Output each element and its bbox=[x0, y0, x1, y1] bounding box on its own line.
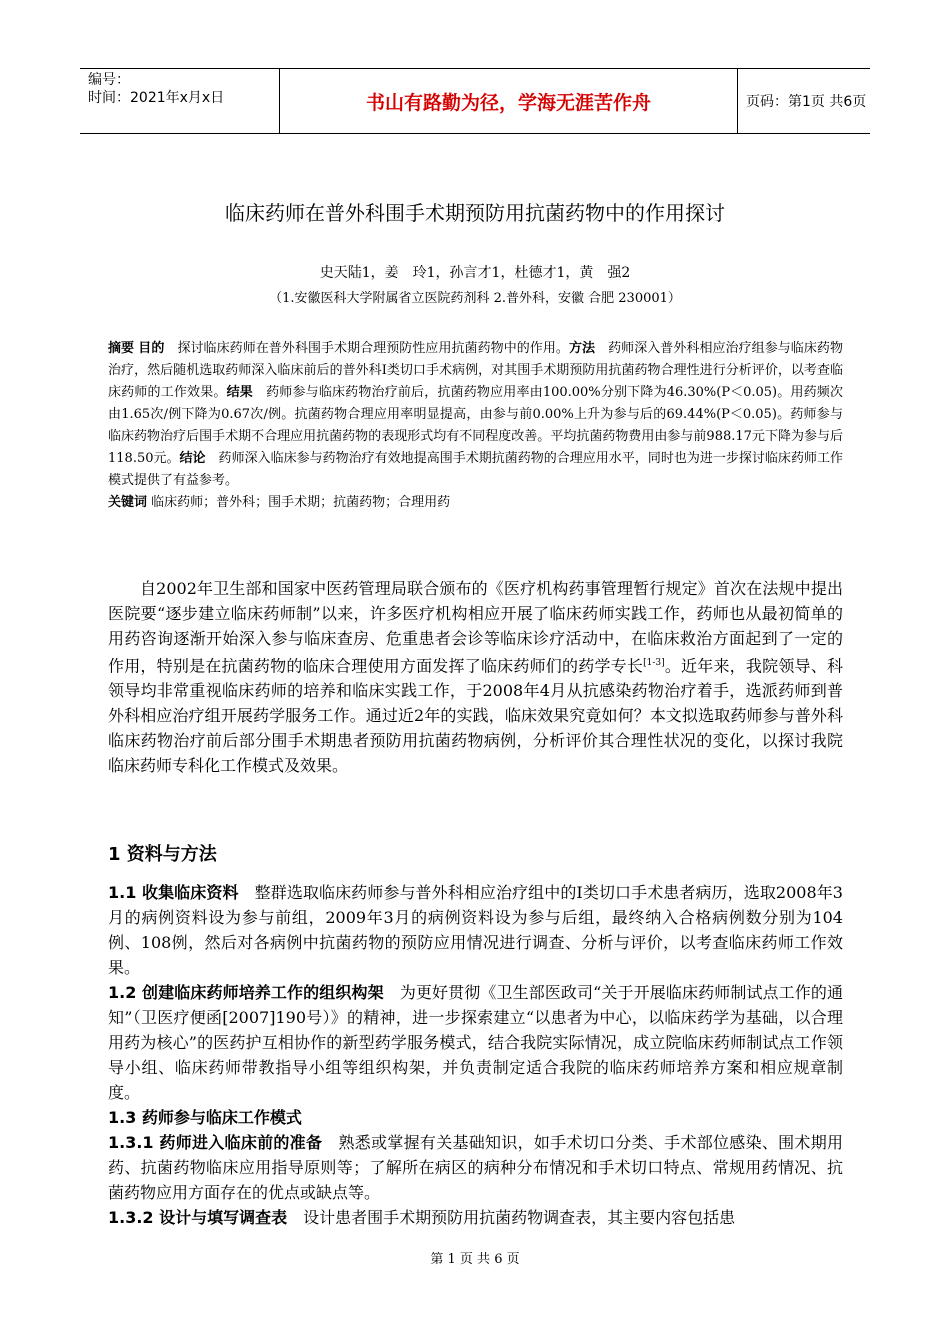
method-label: 方法 bbox=[568, 341, 596, 356]
subsection-1-3-2-title: 1.3.2 设计与填写调查表 bbox=[108, 1208, 288, 1227]
subsection-1-3 bbox=[108, 1105, 843, 1130]
introduction bbox=[108, 576, 843, 778]
method-text: 药师深入普外科相应治疗组参与临床药物治疗，然后随机选取药师深入临床前后的普外科Ⅰ类切口手术病例，对其围手术期预防用抗菌药物合理性进行分析评价，以考查临床药师的工作效果。 bbox=[108, 341, 843, 400]
intro-paragraph bbox=[108, 576, 843, 778]
header-motto: 书山有路勤为径，学海无涯苦作舟 bbox=[280, 69, 738, 133]
subsection-1-1-text: 整群选取临床药师参与普外科相应治疗组中的Ⅰ类切口手术患者病历，选取2008年3月的病例资料设为参与前组，2009年3月的病例资料设为参与后组，最终纳入合格病例数分别为104例、108例，然后对各病例中抗菌药物的预防应用情况进行调查、分析与评价，以考查临床药师工作效果。 bbox=[108, 883, 843, 977]
intro-text-2: 。近年来，我院领导、科领导均非常重视临床药师的培养和临床实践工作，于2008年4月从抗感染药物治疗着手，选派药师到普外科相应治疗组开展药学服务工作。通过近2年的实践，临床效果究竟如何？本文拟选取药师参与普外科临床药物治疗前后部分围手术期患者预防用抗菌药物病例，分析评价其合理性状况的变化，以探讨我院临床药师专科化工作模式及效果。 bbox=[108, 656, 843, 776]
result-label: 结果 bbox=[226, 385, 253, 400]
conclusion-text: 药师深入临床参与药物治疗有效地提高围手术期抗菌药物的合理应用水平，同时也为进一步探讨临床药师工作模式提供了有益参考。 bbox=[108, 451, 843, 488]
objective-label: 目的 bbox=[138, 341, 165, 356]
result-text: 药师参与临床药物治疗前后，抗菌药物应用率由100.00%分别下降为46.30%(P＜0.05)。用药频次由1.65次/例下降为0.67次/例。抗菌药物合理应用率明显提高，由参与前0.00%上升为参与后的69.44%(P＜0.05)。药师参与临床药物治疗后围手术期不合理应用抗菌药物的表现形式均有不同程度改善。平均抗菌药物费用由参与前988.17元下降为参与后118.50元。 bbox=[108, 385, 843, 466]
abstract-label: 摘要 bbox=[108, 341, 135, 356]
page-footer: 第 1 页 共 6 页 bbox=[430, 1252, 520, 1267]
subsection-1-1 bbox=[108, 880, 843, 980]
keywords bbox=[108, 492, 843, 514]
subsection-1-2 bbox=[108, 980, 843, 1105]
abstract bbox=[108, 338, 843, 514]
affiliation: （1.安徽医科大学附属省立医院药剂科 2.普外科，安徽 合肥 230001） bbox=[269, 291, 681, 306]
intro-text-1: 自2002年卫生部和国家中医药管理局联合颁布的《医疗机构药事管理暂行规定》首次在法规中提出医院要“逐步建立临床药师制”以来，许多医疗机构相应开展了临床药师实践工作，药师也从最初简单的用药咨询逐渐开始深入参与临床查房、危重患者会诊等临床诊疗活动中，在临床救治方面起到了一定的作用，特别是在抗菌药物的临床合理使用方面发挥了临床药师们的药学专长 bbox=[108, 579, 843, 676]
header-page-label: 页码：第1页 共6页 bbox=[746, 94, 867, 110]
section-content bbox=[108, 880, 843, 1230]
citation-ref: [1-3] bbox=[643, 658, 665, 668]
keywords-text: 临床药师；普外科；围手术期；抗菌药物；合理用药 bbox=[147, 495, 451, 510]
page-header bbox=[80, 68, 870, 134]
number-label: 编号： bbox=[88, 72, 130, 88]
header-meta bbox=[80, 69, 280, 133]
subsection-1-3-1 bbox=[108, 1130, 843, 1205]
conclusion-label: 结论 bbox=[179, 451, 206, 466]
subsection-1-1-title: 1.1 收集临床资料 bbox=[108, 883, 239, 902]
keywords-label: 关键词 bbox=[108, 495, 148, 510]
objective-text: 探讨临床药师在普外科围手术期合理预防性应用抗菌药物中的作用。 bbox=[164, 341, 569, 356]
subsection-1-2-text: 为更好贯彻《卫生部医政司“关于开展临床药师制试点工作的通知”（卫医疗便函[2007]190号）》的精神，进一步探索建立“以患者为中心，以临床药学为基础，以合理用药为核心”的医药护互相协作的新型药学服务模式，结合我院实际情况，成立院临床药师制试点工作领导小组、临床药师带教指导小组等组织构架，并负责制定适合我院的临床药师培养方案和相应规章制度。 bbox=[108, 983, 843, 1102]
subsection-1-3-1-text: 熟悉或掌握有关基础知识，如手术切口分类、手术部位感染、围术期用药、抗菌药物临床应用指导原则等；了解所在病区的病种分布情况和手术切口特点、常规用药情况、抗菌药物应用方面存在的优点或缺点等。 bbox=[108, 1133, 843, 1202]
paper-title: 临床药师在普外科围手术期预防用抗菌药物中的作用探讨 bbox=[225, 201, 725, 225]
subsection-1-3-1-title: 1.3.1 药师进入临床前的准备 bbox=[108, 1133, 323, 1152]
section-heading: 1 资料与方法 bbox=[108, 844, 217, 865]
subsection-1-2-title: 1.2 创建临床药师培养工作的组织构架 bbox=[108, 983, 384, 1002]
authors: 史天陆1，姜 玲1，孙言才1，杜德才1，黄 强2 bbox=[319, 265, 631, 281]
time-label: 时间：2021年x月x日 bbox=[88, 90, 225, 106]
subsection-1-3-title: 1.3 药师参与临床工作模式 bbox=[108, 1108, 302, 1127]
subsection-1-3-2 bbox=[108, 1205, 843, 1230]
subsection-1-3-2-text: 设计患者围手术期预防用抗菌药物调查表，其主要内容包括患 bbox=[287, 1208, 736, 1227]
